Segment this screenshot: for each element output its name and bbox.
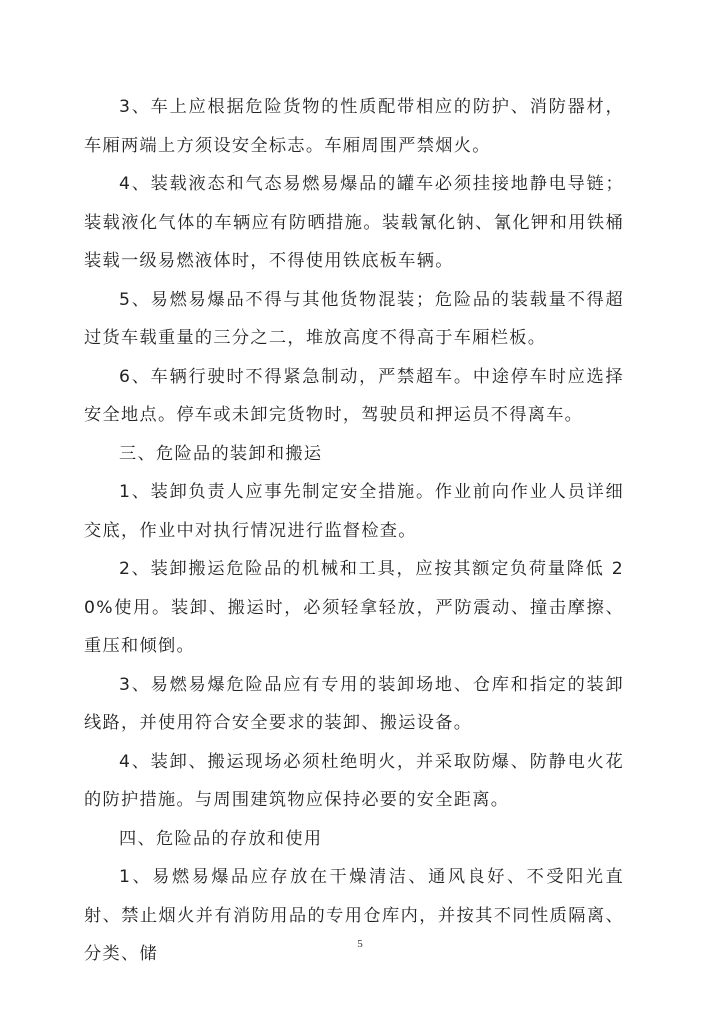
paragraph-loading-supervisor: 1、装卸负责人应事先制定安全措施。作业前向作业人员详细交底，作业中对执行情况进行监督检查。 xyxy=(84,482,624,541)
paragraph-load-limits: 5、易燃易爆品不得与其他货物混装；危险品的装载量不得超过货车载重量的三分之二，堆放高度不得高于车厢栏板。 xyxy=(84,289,624,348)
paragraph-no-open-flame: 4、装卸、搬运现场必须杜绝明火，并采取防爆、防静电火花的防护措施。与周围建筑物应保持必要的安全距离。 xyxy=(84,751,624,810)
document-body xyxy=(84,88,624,974)
paragraph-storage-conditions: 1、易燃易爆品应存放在干燥清洁、通风良好、不受阳光直射、禁止烟火并有消防用品的专用仓库内，并按其不同性质隔离、分类、储 xyxy=(84,867,624,964)
page-number: 5 xyxy=(357,938,363,950)
paragraph-vehicle-safety-equipment: 3、车上应根据危险货物的性质配带相应的防护、消防器材，车厢两端上方须设安全标志。车厢周围严禁烟火。 xyxy=(84,97,624,156)
paragraph-loading-tools: 2、装卸搬运危险品的机械和工具，应按其额定负荷量降低 20%使用。装卸、搬运时，必须轻拿轻放，严防震动、撞击摩擦、重压和倾倒。 xyxy=(84,559,624,656)
paragraph-tank-truck-grounding: 4、装载液态和气态易燃易爆品的罐车必须挂接地静电导链；装载液化气体的车辆应有防晒措施。装载氰化钠、氰化钾和用铁桶装载一级易燃液体时，不得使用铁底板车辆。 xyxy=(84,174,624,271)
section-heading-loading-unloading: 三、危险品的装卸和搬运 xyxy=(119,443,323,464)
section-heading-storage-use: 四、危险品的存放和使用 xyxy=(119,828,323,849)
paragraph-dedicated-site: 3、易燃易爆危险品应有专用的装卸场地、仓库和指定的装卸线路，并使用符合安全要求的装卸、搬运设备。 xyxy=(84,674,624,733)
paragraph-driving-rules: 6、车辆行驶时不得紧急制动，严禁超车。中途停车时应选择安全地点。停车或未卸完货物时，驾驶员和押运员不得离车。 xyxy=(84,366,624,425)
